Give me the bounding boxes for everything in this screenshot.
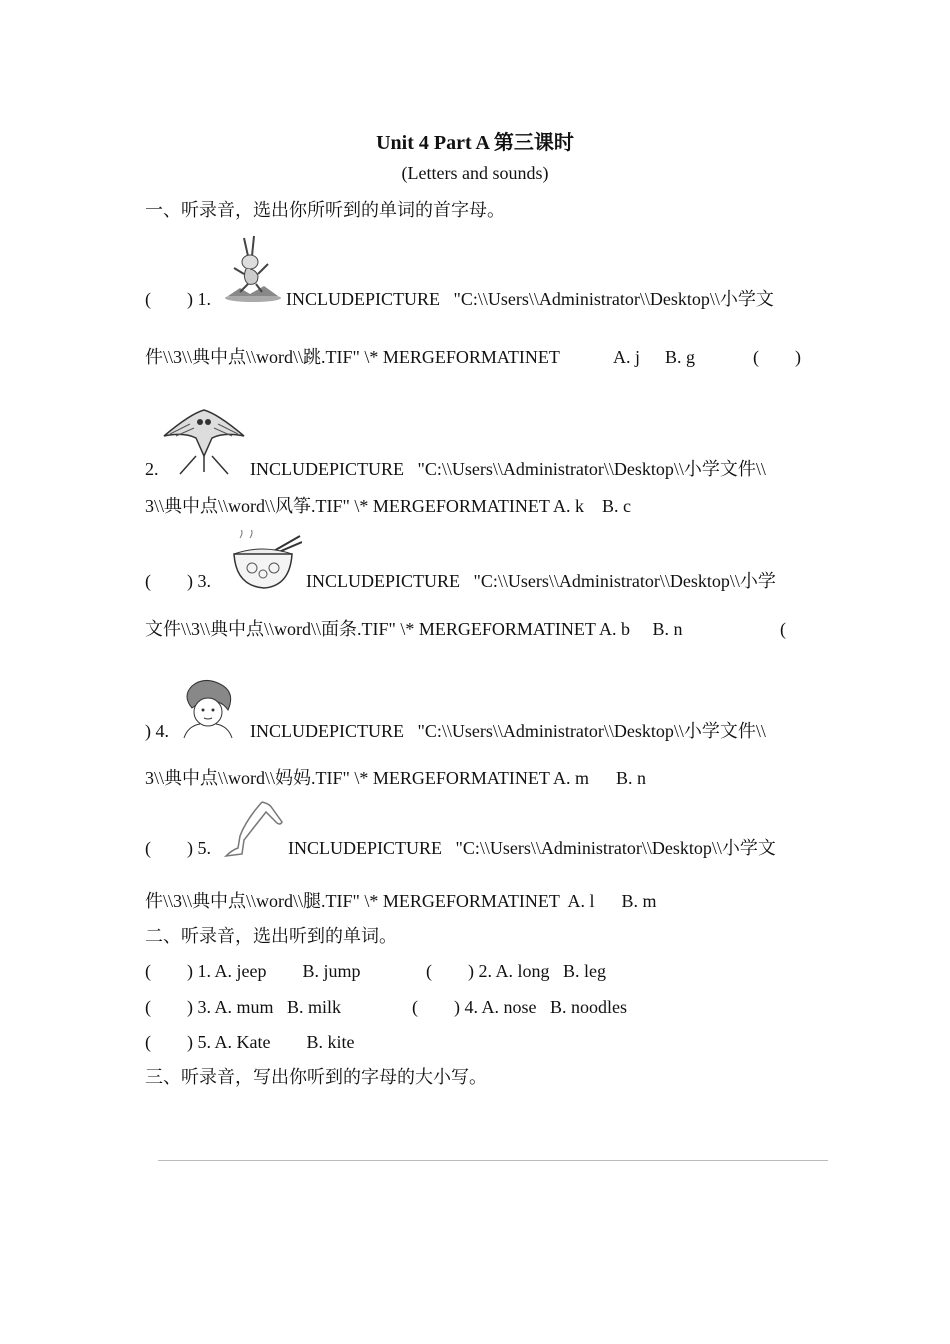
s2-q5: ( ) 5. A. Kate B. kite xyxy=(145,1032,355,1052)
q4-prefix: ) 4. xyxy=(145,721,169,741)
q1-line2: 件\\3\\典中点\\word\\跳.TIF" \* MERGEFORMATINET xyxy=(145,347,560,367)
page-title: Unit 4 Part A 第三课时 xyxy=(376,132,574,154)
q3-prefix: ( ) 3. xyxy=(145,571,211,591)
page-subtitle: (Letters and sounds) xyxy=(401,163,549,183)
q4-line1: INCLUDEPICTURE "C:\\Users\\Administrator\\Desktop\\小学文件\\ xyxy=(250,721,766,741)
s2-q4: ( ) 4. A. nose B. noodles xyxy=(412,997,627,1017)
q3-line2: 文件\\3\\典中点\\word\\面条.TIF" \* MERGEFORMATINET A. b B. n xyxy=(145,619,683,639)
q4-line2: 3\\典中点\\word\\妈妈.TIF" \* MERGEFORMATINET A. m B. n xyxy=(145,768,647,788)
mother-portrait-icon xyxy=(178,678,240,740)
kite-icon xyxy=(160,406,248,476)
s2-q3: ( ) 3. A. mum B. milk xyxy=(145,997,342,1017)
leg-icon xyxy=(222,800,284,858)
section3-heading: 三、听录音，写出你听到的字母的大小写。 xyxy=(145,1067,487,1087)
jumping-rabbit-icon xyxy=(224,234,282,306)
section2-heading: 二、听录音，选出听到的单词。 xyxy=(145,926,397,946)
q1-option-b: B. g xyxy=(665,347,696,367)
q5-prefix: ( ) 5. xyxy=(145,838,211,858)
s2-q2: ( ) 2. A. long B. leg xyxy=(426,961,606,981)
q3-line1: INCLUDEPICTURE "C:\\Users\\Administrator\\Desktop\\小学 xyxy=(306,571,776,591)
q4-paren: ( xyxy=(780,619,786,639)
section1-heading: 一、听录音，选出你所听到的单词的首字母。 xyxy=(145,200,505,220)
q2-line2: 3\\典中点\\word\\风筝.TIF" \* MERGEFORMATINET A. k B. c xyxy=(145,496,632,516)
q1-line1: INCLUDEPICTURE "C:\\Users\\Administrator\\Desktop\\小学文 xyxy=(286,289,774,309)
q1-option-a: A. j xyxy=(613,347,640,367)
q5-line1: INCLUDEPICTURE "C:\\Users\\Administrator\\Desktop\\小学文 xyxy=(288,838,776,858)
q2-prefix: 2. xyxy=(145,459,159,479)
q5-line2: 件\\3\\典中点\\word\\腿.TIF" \* MERGEFORMATINET A. l B. m xyxy=(145,891,657,911)
noodle-bowl-icon xyxy=(228,530,302,592)
s2-q1: ( ) 1. A. jeep B. jump xyxy=(145,961,361,981)
writing-line xyxy=(158,1160,828,1161)
q2-line1: INCLUDEPICTURE "C:\\Users\\Administrator\\Desktop\\小学文件\\ xyxy=(250,459,766,479)
q2-paren: ( ) xyxy=(753,347,801,367)
q1-prefix: ( ) 1. xyxy=(145,289,211,309)
